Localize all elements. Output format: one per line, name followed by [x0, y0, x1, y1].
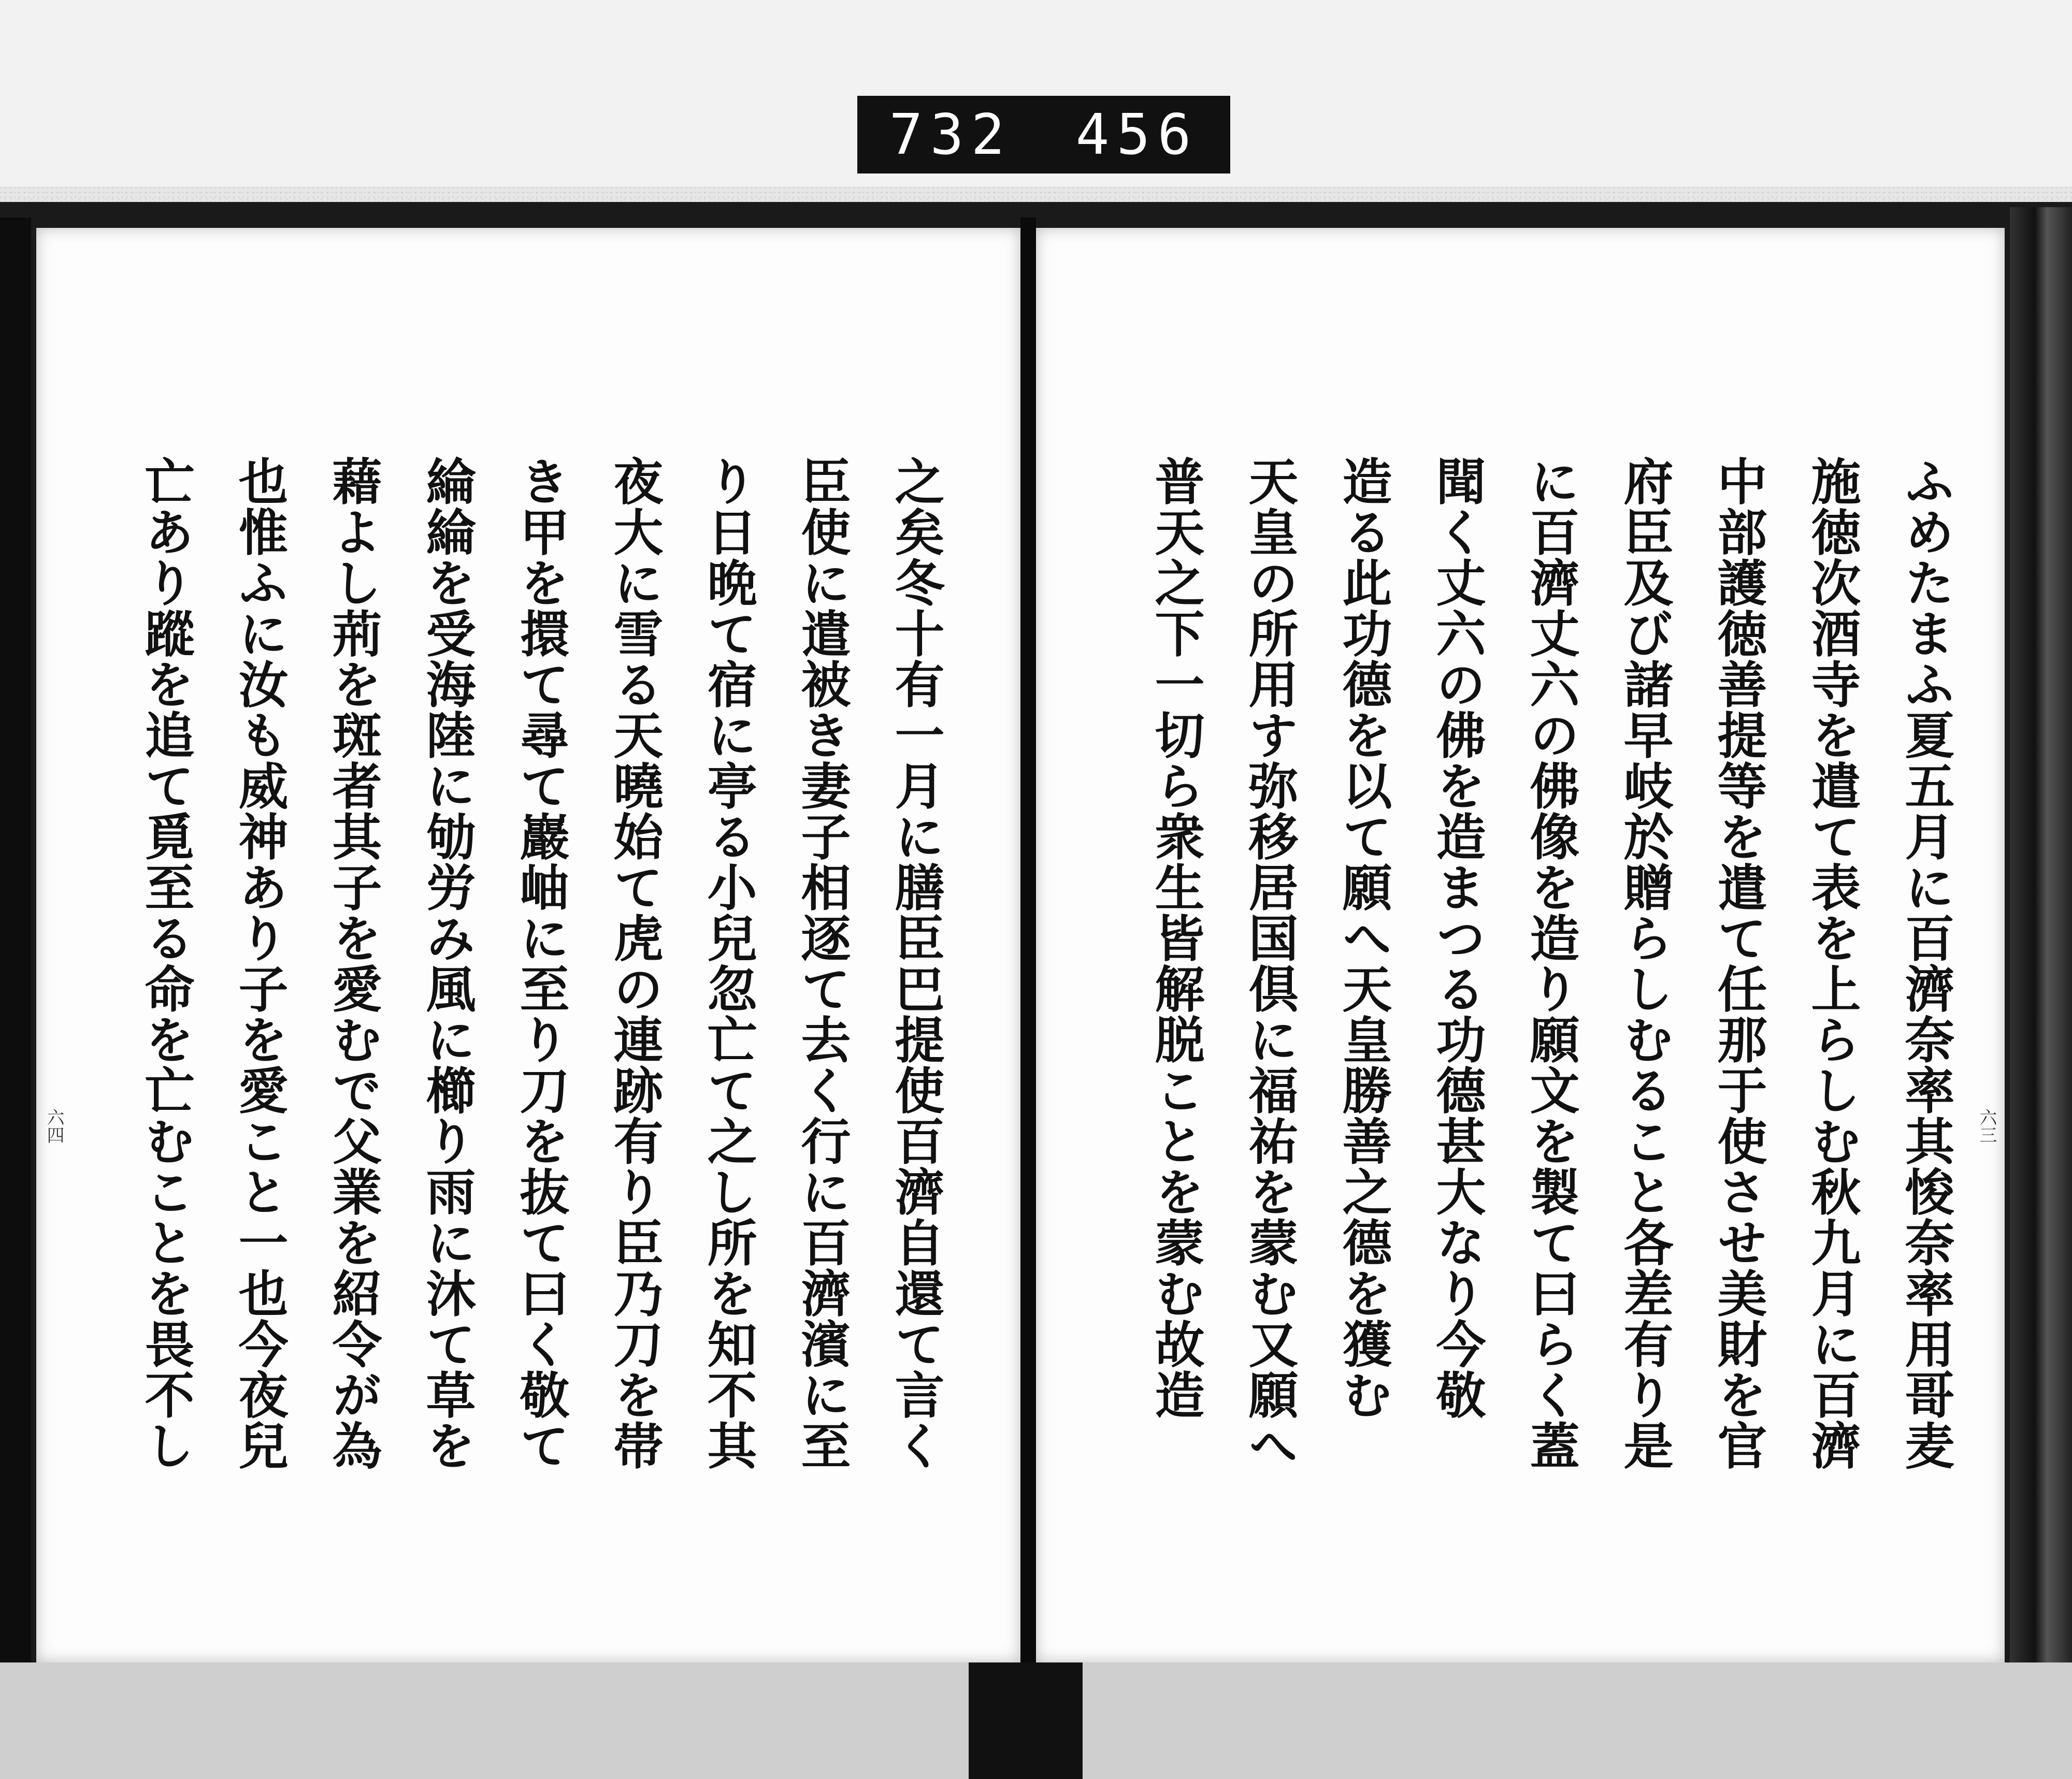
text-column: り日晩て宿に亭る小兒忽亡て之し所を知不其	[699, 456, 758, 1471]
bottom-clamp	[969, 1662, 1083, 1779]
text-column: き甲を擐て尋て巖岫に至り刀を抜て曰く敬て	[512, 456, 570, 1471]
text-column: 天皇の所用す弥移居国倶に福祐を蒙む又願へ	[1241, 456, 1299, 1471]
page-number: 六三	[1976, 1108, 1997, 1144]
left-page	[36, 228, 1020, 1662]
text-column: 普天之下一切ら衆生皆解脱ことを蒙む故造	[1147, 456, 1205, 1420]
text-column: 之矣冬十有一月に膳臣巴提使百濟自還て言く	[887, 456, 945, 1471]
catalog-label	[857, 96, 1230, 173]
right-page	[1036, 228, 2005, 1662]
text-column: 府臣及び諸早岐於贈らしむること各差有り是	[1616, 456, 1674, 1471]
left-text-block	[88, 456, 958, 1492]
book-edge-left	[0, 218, 31, 1678]
text-column: 造る此功德を以て願へ天皇勝善之德を獲む	[1334, 456, 1393, 1420]
text-column: に百濟丈六の佛像を造り願文を製て曰らく蓋	[1522, 456, 1580, 1471]
right-text-block	[1114, 456, 1968, 1492]
page-number: 六四	[44, 1108, 64, 1144]
text-column: ふめたまふ夏五月に百濟奈率其悛奈率用哥麦	[1897, 456, 1955, 1471]
text-column: 藉よし荊を斑者其子を愛むで父業を紹令が為	[324, 456, 383, 1471]
catalog-number-left: 732	[889, 102, 1012, 167]
text-column: 中部護徳善提等を遣て任那于使させ美財を官	[1709, 456, 1768, 1471]
text-column: 綸綸を受海陸に劬労み風に櫛り雨に沐て草を	[418, 456, 477, 1471]
book-edge-right	[2010, 207, 2072, 1699]
text-column: 夜大に雪る天曉始て虎の連跡有り臣乃刀を帯	[606, 456, 664, 1471]
catalog-number-right: 456	[1075, 102, 1199, 167]
book-gutter	[1020, 218, 1036, 1678]
text-column: 聞く丈六の佛を造まつる功德甚大なり今敬	[1428, 456, 1487, 1420]
text-column: 施徳次酒寺を遣て表を上らしむ秋九月に百濟	[1803, 456, 1862, 1471]
text-column: 也惟ふに汝も威神あり子を愛こと一也今夜兒	[231, 456, 289, 1471]
text-column: 臣使に遣被き妻子相逐て去く行に百濟濱に至	[793, 456, 852, 1471]
text-column: 亡あり蹤を追て覓至る命を亡むことを畏不し	[137, 456, 195, 1471]
